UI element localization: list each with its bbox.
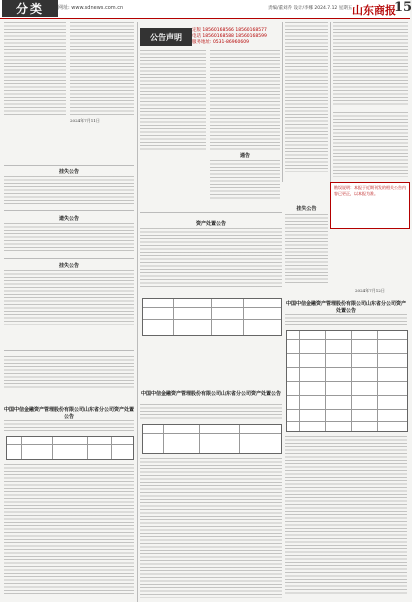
column-divider bbox=[137, 22, 138, 602]
notice-banner: 公告声明 bbox=[140, 28, 192, 46]
divider bbox=[140, 212, 282, 213]
notice-date: 2024年7月11日 bbox=[70, 118, 100, 123]
section-logo: 分类 bbox=[2, 0, 58, 17]
masthead-rule bbox=[0, 18, 410, 19]
notice-text-block bbox=[285, 22, 328, 172]
asset-table bbox=[142, 298, 282, 336]
notice-heading: 挂失公告 bbox=[58, 263, 79, 269]
notice-heading: 资产处置公告 bbox=[195, 221, 226, 227]
editor-meta: 责编/董刘乔 设计/李娜 2024.7.12 星期五 bbox=[268, 6, 353, 11]
notice-heading: 中国中信金融资产管理股份有限公司山东省分公司资产处置公告 bbox=[4, 407, 135, 420]
divider bbox=[4, 165, 134, 166]
divider bbox=[4, 258, 134, 259]
asset-table bbox=[142, 424, 282, 454]
notice-heading: 中国中信金融资产管理股份有限公司山东省分公司资产处置公告 bbox=[285, 301, 406, 314]
notice-text-block bbox=[210, 160, 280, 200]
notice-text-block bbox=[70, 22, 134, 117]
column-divider bbox=[330, 22, 331, 182]
notice-text-block bbox=[285, 214, 328, 284]
notice-text-block bbox=[4, 22, 66, 117]
divider bbox=[4, 210, 134, 211]
notice-text-block bbox=[333, 112, 408, 177]
notice-text-block bbox=[210, 50, 280, 150]
phone-line: 服务地址: 0531-86960609 bbox=[192, 40, 249, 45]
notice-text-block bbox=[4, 464, 134, 596]
masthead bbox=[0, 0, 410, 18]
notice-heading: 中国中信金融资产管理股份有限公司山东省分公司资产处置公告 bbox=[140, 391, 281, 397]
notice-heading: 通告 bbox=[239, 153, 250, 159]
notice-text-block bbox=[4, 176, 134, 204]
notice-text-block bbox=[4, 270, 134, 325]
divider bbox=[4, 350, 134, 351]
paper-title: 山东商报 bbox=[352, 4, 396, 17]
column-divider bbox=[282, 22, 283, 182]
notice-heading: 挂失公告 bbox=[58, 169, 79, 175]
notice-text-block bbox=[140, 50, 206, 150]
notice-text-block bbox=[4, 420, 134, 432]
notice-text-block bbox=[285, 436, 407, 596]
phone-line: 定版 18560168566 18560168577 bbox=[192, 28, 267, 33]
notice-heading: 挂失公告 bbox=[296, 206, 317, 212]
notice-heading: 遗失公告 bbox=[58, 216, 79, 222]
correction-text: 勘误说明：本报于近期刊发的相关公告内容已更正，以本报为准。 bbox=[334, 185, 406, 196]
phone-line: 电话 18560168588 18560168599 bbox=[192, 34, 267, 39]
asset-table bbox=[6, 436, 134, 460]
correction-box bbox=[330, 182, 410, 229]
notice-text-block bbox=[333, 22, 408, 107]
page-number: 15 bbox=[394, 0, 412, 15]
notice-text-block bbox=[4, 356, 134, 388]
notice-text-block bbox=[4, 223, 134, 253]
notice-text-block bbox=[285, 314, 407, 326]
notice-date: 2024年7月12日 bbox=[355, 288, 385, 293]
notice-text-block bbox=[140, 228, 282, 288]
contact-phones[interactable] bbox=[192, 28, 282, 46]
website-label[interactable]: 网址: www.sdnews.com.cn bbox=[58, 5, 124, 11]
notice-text-block bbox=[140, 404, 282, 420]
asset-table bbox=[286, 330, 408, 432]
notice-text-block bbox=[140, 458, 282, 598]
